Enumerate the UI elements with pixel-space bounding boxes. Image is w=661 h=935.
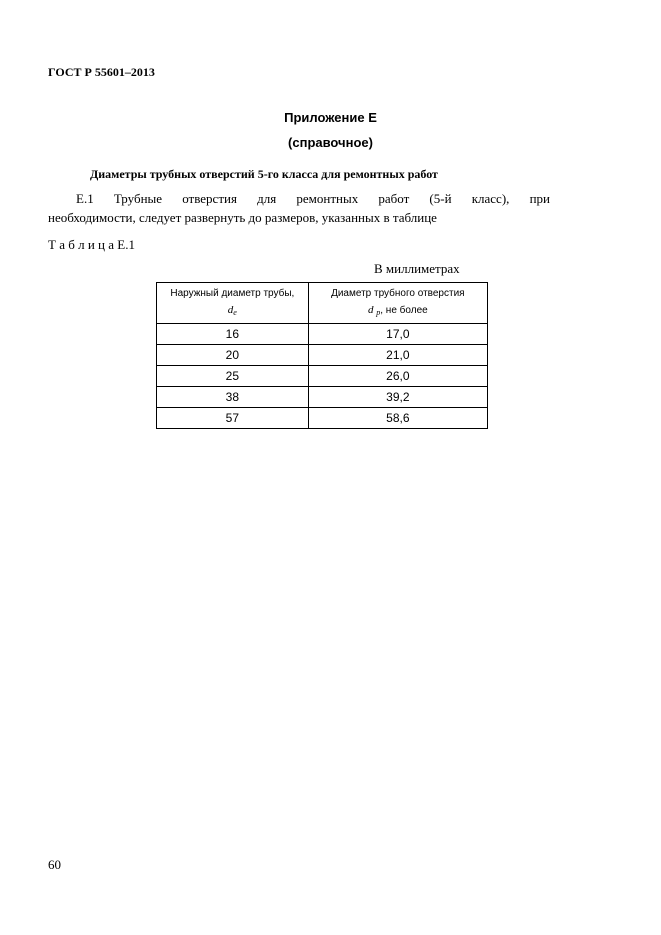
header-outer-label: Наружный диаметр трубы, bbox=[170, 287, 295, 299]
table-row bbox=[157, 345, 488, 366]
paragraph-line-2: необходимости, следует развернуть до размеров, указанных в таблице bbox=[48, 210, 437, 225]
outer-diameter-subscript: e bbox=[233, 307, 237, 317]
table-units: В миллиметрах bbox=[374, 261, 460, 276]
document-header: ГОСТ Р 55601–2013 bbox=[48, 65, 155, 79]
outer-diameter-symbol: d bbox=[227, 303, 234, 316]
diameter-table bbox=[156, 282, 488, 429]
body-paragraph bbox=[48, 189, 550, 227]
page-number: 60 bbox=[48, 857, 61, 872]
table-caption: Т а б л и ц а Е.1 bbox=[48, 237, 135, 252]
outer-diameter-cell: 57 bbox=[157, 408, 309, 429]
section-heading: Диаметры трубных отверстий 5-го класса для ремонтных работ bbox=[90, 167, 438, 181]
table-row bbox=[157, 324, 488, 345]
table-row bbox=[157, 387, 488, 408]
appendix-title: Приложение Е bbox=[284, 110, 377, 125]
table-row bbox=[157, 366, 488, 387]
hole-diameter-cell: 17,0 bbox=[308, 324, 487, 345]
hole-diameter-cell: 21,0 bbox=[308, 345, 487, 366]
hole-diameter-cell: 26,0 bbox=[308, 366, 487, 387]
hole-diameter-cell: 39,2 bbox=[308, 387, 487, 408]
outer-diameter-cell: 16 bbox=[157, 324, 309, 345]
header-hole-label: Диаметр трубного отверстия bbox=[331, 287, 465, 299]
outer-diameter-cell: 25 bbox=[157, 366, 309, 387]
outer-diameter-cell: 20 bbox=[157, 345, 309, 366]
hole-diameter-suffix: , не более bbox=[380, 304, 428, 316]
hole-diameter-cell: 58,6 bbox=[308, 408, 487, 429]
hole-diameter-symbol: d bbox=[367, 303, 374, 316]
header-hole-diameter bbox=[308, 283, 487, 324]
table-row bbox=[157, 408, 488, 429]
paragraph-line-1: Е.1 Трубные отверстия для ремонтных работ (5-й класс), при bbox=[76, 191, 550, 206]
appendix-subtitle: (справочное) bbox=[288, 135, 373, 150]
table-header-row bbox=[157, 283, 488, 324]
header-outer-diameter bbox=[157, 283, 309, 324]
hole-diameter-subscript: p bbox=[376, 307, 381, 317]
outer-diameter-cell: 38 bbox=[157, 387, 309, 408]
